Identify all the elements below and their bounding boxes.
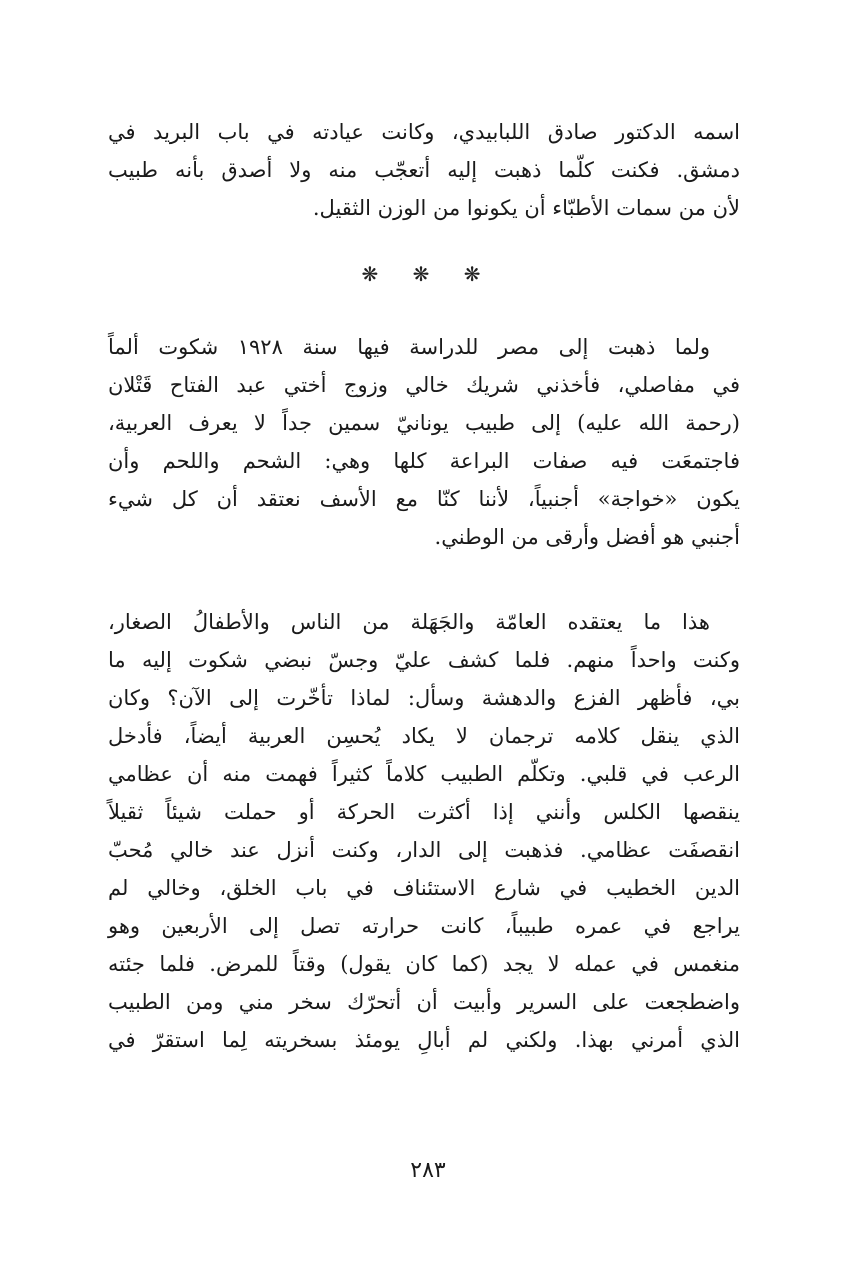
text-line: يكون «خواجة» أجنبياً، لأننا كنّا مع الأسف نعتقد أن كل شيء [108,487,740,511]
text-line: لأن من سمات الأطبّاء أن يكونوا من الوزن الثقيل. [312,196,740,220]
text-line: (رحمة الله عليه) إلى طبيب يونانيّ سمين جداً لا يعرف العربية، [108,411,740,435]
text-line: أجنبي هو أفضل وأرقى من الوطني. [434,525,740,549]
paragraph-3 [108,603,740,1059]
text-line: انقصفَت عظامي. فذهبت إلى الدار، وكنت أنزل عند خالي مُحبّ [108,838,740,862]
text-line: يراجع في عمره طبيباً، كانت حرارته تصل إلى الأربعين وهو [108,914,740,938]
text-line: ينقصها الكلس وأنني إذا أكثرت الحركة أو حملت شيئاً ثقيلاً [108,800,740,824]
text-line: واضطجعت على السرير وأبيت أن أتحرّك سخر مني ومن الطبيب [108,990,740,1014]
page-number: ٢٨٣ [410,1158,446,1183]
paragraph-2 [108,328,740,556]
text-line: الذي ينقل كلامه ترجمان لا يكاد يُحسِن العربية أيضاً، فأدخل [108,724,740,748]
text-line: الرعب في قلبي. وتكلّم الطبيب كلاماً كثيراً فهمت منه أن عظامي [108,762,740,786]
text-line: ولما ذهبت إلى مصر للدراسة فيها سنة ١٩٢٨ شكوت ألماً [108,335,711,359]
text-line: فاجتمعَت فيه صفات البراعة كلها وهي: الشحم واللحم وأن [108,449,740,473]
paragraph-1 [108,113,740,227]
text-line: الدين الخطيب في شارع الاستئناف في باب الخلق، وخالي لم [108,876,740,900]
text-line: الذي أمرني بهذا. ولكني لم أبالِ يومئذ بسخريته لِما استقرّ في [108,1028,740,1052]
text-line: اسمه الدكتور صادق اللبابيدي، وكانت عيادته في باب البريد في [108,120,740,144]
text-line: دمشق. فكنت كلّما ذهبت إليه أتعجّب منه ولا أصدق بأنه طبيب [108,158,740,182]
text-line: في مفاصلي، فأخذني شريك خالي وزوج أختي عبد الفتاح قَتْلان [108,373,740,397]
text-line: هذا ما يعتقده العامّة والجَهَلة من الناس والأطفالُ الصغار، [108,610,710,634]
section-separator: ❋ ❋ ❋ [361,262,495,286]
text-line: وكنت واحداً منهم. فلما كشف عليّ وجسّ نبضي شكوت إليه ما [108,648,740,672]
text-line: منغمس في عمله لا يجد (كما كان يقول) وقتاً للمرض. فلما جئته [108,952,740,976]
text-line: بي، فأظهر الفزع والدهشة وسأل: لماذا تأخّرت إلى الآن؟ وكان [108,686,740,710]
